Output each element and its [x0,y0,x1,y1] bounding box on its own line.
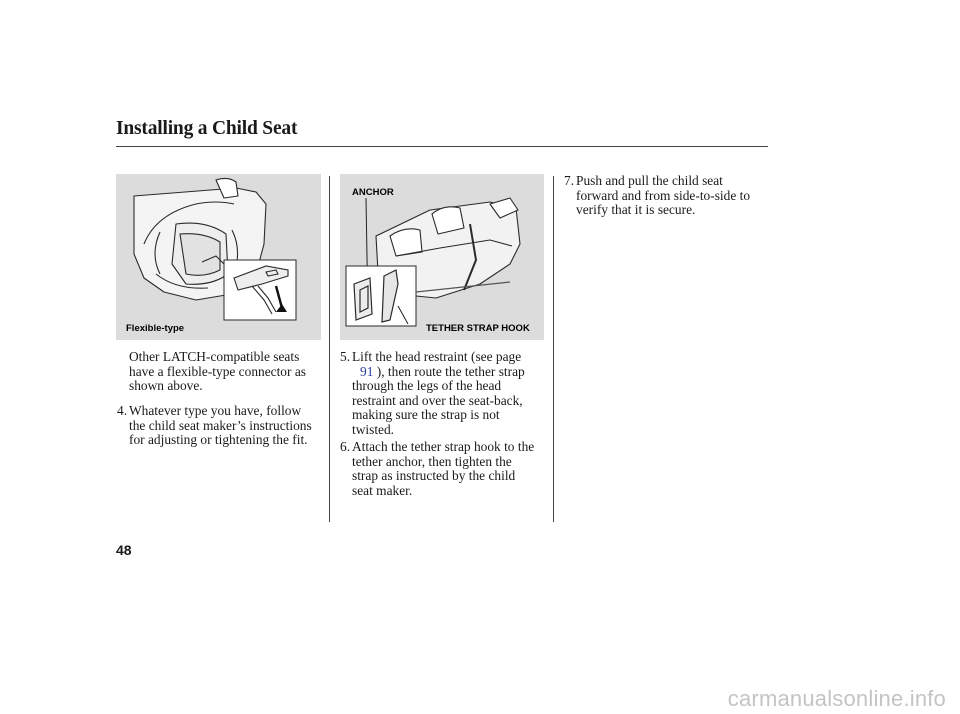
step-number: 4. [117,403,128,418]
text-line: Push and pull the child seat [576,173,723,188]
page-ref-link[interactable]: 91 [360,363,374,379]
step-4 [117,404,327,448]
text-line: twisted. [352,421,395,437]
text-line: verify that it is secure. [576,202,696,218]
tether-anchor-illustration [340,174,544,340]
text-line: tether anchor, then tighten the [352,453,512,469]
text-line: making sure the strap is not [352,407,500,423]
text-line: Whatever type you have, follow [129,403,302,418]
anchor-label: ANCHOR [352,187,394,198]
tether-strap-hook-label: TETHER STRAP HOOK [426,323,530,334]
watermark: carmanualsonline.info [727,686,946,711]
text-line: seat maker. [352,482,413,498]
text-line: Other LATCH-compatible seats [129,349,300,364]
rear-seat-drawing [340,174,544,340]
title-divider [116,146,768,147]
text-line: the child seat maker’s instructions [129,417,312,433]
text-line: through the legs of the head [352,378,502,394]
step-number: 5. [340,349,351,364]
latch-flexible-paragraph [129,350,325,394]
column-divider-1 [329,176,330,522]
child-seat-drawing [116,174,321,340]
text-line [352,365,550,380]
text-line: strap as instructed by the child [352,468,516,484]
text-line: forward and from side-to-side to [576,187,751,203]
text-line: Attach the tether strap hook to the [352,439,535,454]
text-line: have a flexible-type connector as [129,363,306,379]
flexible-type-illustration [116,174,321,340]
text-line: restraint and over the seat-back, [352,392,523,408]
column-divider-2 [553,176,554,522]
text-line: Lift the head restraint (see page [352,349,522,364]
step-number: 6. [340,439,351,454]
step-6 [340,440,552,498]
text-line: for adjusting or tightening the fit. [129,432,308,448]
text-line: shown above. [129,378,203,394]
step-5 [340,350,550,438]
page-number: 48 [116,542,132,558]
text-fragment: ), then route the tether strap [376,363,525,379]
step-7 [564,174,774,218]
page-title: Installing a Child Seat [116,118,298,139]
flexible-type-caption: Flexible-type [126,323,185,334]
step-number: 7. [564,173,575,188]
